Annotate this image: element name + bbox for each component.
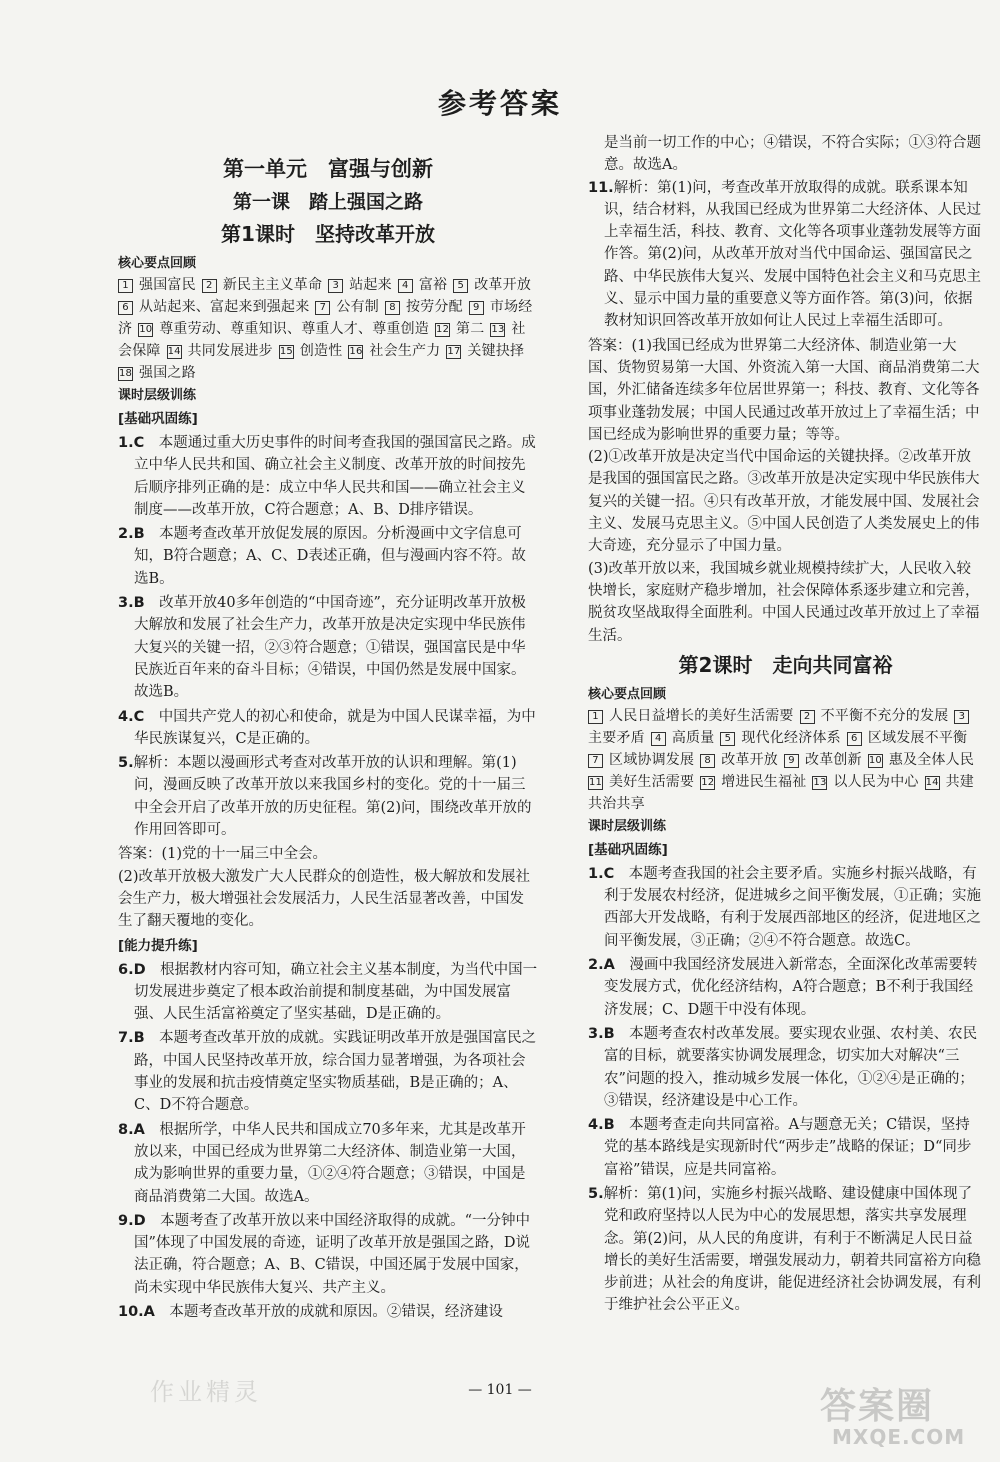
key-point-number: 14 [167, 346, 181, 357]
key-point-item [800, 708, 949, 724]
key-point-number: 10 [868, 754, 882, 766]
key-point-item [588, 752, 694, 768]
answer-text: 答案：(1)党的十一届三中全会。 [118, 846, 328, 863]
question-item [588, 1114, 983, 1181]
question-number: 10.A [118, 1303, 155, 1320]
answer-text: (2)①改革开放是决定当代中国命运的关键抉择。②改革开放是我国的强国富民之路。③改革开放是决定实现中华民族伟大复兴的关键一招。④只有改革开放，才能发展中国、发展社会主义、发展马克思主义。⑤中国人民创造了人类发展史上的伟大奇迹，充分显示了中国力量。 [588, 449, 980, 555]
key-points-title: 核心要点回顾 [588, 686, 667, 702]
key-point-item [700, 774, 806, 790]
question-text: 本题考查走向共同富裕。A与题意无关；C错误，坚持党的基本路线是实现新时代“两步走”战略的保证；D“同步富裕”错误，应是共同富裕。 [604, 1117, 972, 1178]
key-point-number: 16 [349, 346, 363, 357]
key-point-item [868, 752, 974, 768]
watermark-right: 答案圈 [820, 1386, 935, 1427]
key-point-number: 4 [398, 279, 413, 293]
key-point-number: 2 [800, 710, 815, 724]
key-point-number: 17 [447, 346, 461, 357]
key-points-title: 核心要点回顾 [118, 256, 197, 271]
key-point-text: 改革创新 [805, 751, 862, 768]
question-number: 1.C [118, 435, 145, 451]
key-point-text: 富裕 [418, 277, 448, 293]
key-point-number: 12 [436, 324, 450, 335]
key-point-text: 惠及全体人民 [888, 751, 975, 768]
key-point-text: 按劳分配 [406, 299, 463, 315]
key-point-item [348, 343, 440, 359]
key-point-text: 强国之路 [139, 365, 196, 381]
key-point-item [812, 774, 918, 790]
question-number: 1.C [588, 865, 615, 882]
question-item [118, 592, 538, 703]
key-point-text: 强国富民 [139, 277, 196, 293]
key-point-item [315, 299, 379, 315]
key-point-number: 12 [701, 776, 715, 788]
key-point-text: 增进民生福祉 [721, 773, 807, 790]
question-text: 本题考查农村改革发展。要实现农业强、农村美、农民富的目标，就要落实协调发展理念，切实加大对解决“三农”问题的投入，推动城乡发展一体化，①②④是正确的；③错误，经济建设是中心工作。 [604, 1025, 978, 1109]
key-point-number: 1 [588, 710, 603, 724]
question-text: 根据所学，中华人民共和国成立70多年来，尤其是改革开放以来，中国已经成为世界第二大经济体、制造业第一大国，成为影响世界的重要力量，①②④符合题意；③错误，中国是商品消费第二大国。故选A。 [134, 1121, 526, 1205]
key-point-number: 6 [847, 732, 862, 746]
key-point-number: 9 [784, 754, 799, 768]
key-point-text: 社会生产力 [369, 343, 441, 359]
key-point-number: 13 [491, 324, 505, 335]
training-title: 课时层级训练 [118, 388, 197, 403]
key-point-number: 5 [720, 732, 735, 746]
key-point-number: 18 [119, 368, 133, 379]
question-text: 解析：第(1)问，考查改革开放取得的成就。联系课本知识，结合材料，从我国已经成为世界第二大经济体、人民过上幸福生活，科技、教育、文化等各项事业蓬勃发展等方面作答。第(2)问，从改革开放对当代中国命运、强国富民之路、中华民族伟大复兴、发展中国特色社会主义和马克思主义、显示中国力量的重要意义等方面作答。第(3)问，依据教材知识回答改革开放如何让人民过上幸福生活即可。 [604, 179, 981, 330]
key-point-number: 14 [925, 776, 939, 788]
training-title: 课时层级训练 [588, 818, 667, 834]
key-point-number: 8 [385, 301, 400, 315]
question-item [588, 1183, 983, 1317]
question-number: 7.B [118, 1030, 145, 1047]
key-point-text: 创造性 [299, 343, 343, 359]
key-point-number: 3 [954, 710, 969, 724]
question-item [588, 863, 983, 952]
key-point-number: 7 [315, 301, 330, 315]
key-point-number: 9 [469, 301, 484, 315]
question-text: 本题通过重大历史事件的时间考查我国的强国富民之路。成立中华人民共和国、确立社会主义制度、改革开放的时间按先后顺序排列正确的是：成立中华人民共和国——确立社会主义制度——改革开放，C符合题意；A、B、D排序错误。 [134, 435, 536, 518]
right-column [588, 132, 983, 1319]
key-point-text: 区域协调发展 [609, 751, 695, 768]
key-point-item [446, 343, 524, 359]
question-item [118, 752, 538, 841]
question-item [118, 706, 538, 751]
question-item [588, 1023, 983, 1112]
key-point-item [279, 343, 343, 359]
question-text: 改革开放40多年创造的“中国奇迹”，充分证明改革开放极大解放和发展了社会生产力，改革开放是决定实现中华民族伟大复兴的关键一招，②③符合题意；①错误，强国富民是中华民族近百年来的奋斗目标；④错误，中国仍然是发展中国家。故选B。 [134, 595, 526, 701]
question-number: 11. [588, 179, 614, 196]
answer-text: 答案：(1)我国已经成为世界第二大经济体、制造业第一大国、货物贸易第一大国、外资流入第一大国、商品消费第二大国，外汇储备连续多年位居世界第一；科技、教育、文化等各项事业蓬勃发展；中国人民通过改革开放过上了幸福生活；中国已经成为影响世界的重要力量；等等。 [588, 337, 980, 443]
key-point-item [588, 708, 794, 724]
key-point-text: 不平衡不充分的发展 [820, 707, 949, 724]
question-number: 4.C [118, 708, 145, 725]
key-point-item [167, 343, 273, 359]
key-point-text: 社会保障 [118, 321, 526, 359]
key-point-number: 13 [813, 776, 827, 788]
question-number: 6.D [118, 961, 146, 978]
period-heading: 第1课时 坚持改革开放 [221, 222, 435, 246]
key-point-text: 主要矛盾 [588, 729, 645, 746]
key-point-number: 2 [202, 279, 217, 293]
unit-heading: 第一单元 富强与创新 [223, 157, 433, 181]
key-point-number: 1 [118, 279, 133, 293]
question-text: 中国共产党人的初心和使命，就是为中国人民谋幸福，为中华民族谋复兴，C是正确的。 [134, 708, 536, 747]
question-number: 9.D [118, 1212, 146, 1229]
question-item [588, 954, 983, 1021]
answer-text: (2)改革开放极大激发广大人民群众的创造性，极大解放和发展社会生产力，极大增强社会发展活力，人民生活显著改善，中国发生了翻天覆地的变化。 [118, 868, 531, 930]
key-point-text: 站起来 [349, 277, 392, 293]
key-point-text: 共建共治共享 [588, 773, 975, 812]
key-point-item [435, 321, 484, 337]
page-title: 参考答案 [437, 87, 562, 120]
key-point-item [588, 774, 694, 790]
key-point-number: 5 [453, 279, 468, 293]
watermark-left: 作业精灵 [150, 1378, 262, 1406]
question-number: 2.A [588, 957, 615, 974]
period-heading-2: 第2课时 走向共同富裕 [678, 652, 893, 677]
question-text: 解析：本题以漫画形式考查对改革开放的认识和理解。第(1)问，漫画反映了改革开放以来我国乡村的变化。党的十一届三中全会开启了改革开放的历史征程。第(2)问，围绕改革开放的作用回答即可。 [133, 755, 532, 839]
question-text: 解析：第(1)问，实施乡村振兴战略、建设健康中国体现了党和政府坚持以人民为中心的发展思想，落实共享发展理念。第(2)问，从人民的角度讲，有利于不断满足人民日益增长的美好生活需要，增强发展动力，朝着共同富裕方向稳步前进；从社会的角度讲，能促进经济社会协调发展，有利于维护社会公平正义。 [603, 1185, 981, 1314]
key-point-text: 改革开放 [474, 277, 532, 293]
question-item [118, 432, 538, 521]
key-point-number: 3 [328, 279, 343, 293]
question-text: 本题考查改革开放促发展的原因。分析漫画中文字信息可知，B符合题意；A、C、D表述正确，但与漫画内容不符。故选B。 [134, 526, 526, 587]
question-text: 本题考查改革开放的成就和原因。②错误，经济建设 [169, 1303, 503, 1320]
lesson-heading: 第一课 踏上强国之路 [232, 191, 423, 213]
key-point-number: 6 [118, 301, 133, 315]
key-point-item [700, 752, 778, 768]
question-text: 是当前一切工作的中心；④错误，不符合实际；①③符合题意。故选A。 [604, 135, 981, 174]
key-point-text: 尊重劳动、尊重知识、尊重人才、尊重创造 [159, 321, 430, 337]
key-point-number: 7 [588, 754, 603, 768]
section-basic: [基础巩固练] [118, 411, 198, 427]
key-point-item [138, 321, 429, 337]
left-column [118, 148, 538, 1325]
key-point-number: 10 [139, 324, 153, 335]
key-point-text: 现代化经济体系 [741, 729, 841, 746]
question-number: 2.B [118, 526, 145, 543]
question-number: 4.B [588, 1117, 615, 1134]
question-number: 8.A [118, 1121, 145, 1138]
question-number: 3.B [588, 1025, 615, 1042]
key-points-list [118, 274, 538, 384]
key-point-item [784, 752, 862, 768]
question-item [118, 1119, 538, 1208]
key-point-item [202, 277, 322, 293]
key-point-text: 改革开放 [721, 751, 779, 768]
key-point-number: 8 [700, 754, 715, 768]
key-point-item [847, 730, 967, 746]
key-point-item [118, 299, 309, 315]
key-point-item [398, 277, 447, 293]
key-point-item [385, 299, 463, 315]
question-text: 本题考查了改革开放以来中国经济取得的成就。“一分钟中国”体现了中国发展的奇迹，证明了改革开放是强国之路，D说法正确，符合题意；A、B、C错误，中国还属于发展中国家，尚未实现中华民族伟大复兴、共产主义。 [134, 1212, 531, 1296]
key-point-item [651, 730, 715, 746]
key-points-list [588, 705, 983, 815]
key-point-item [328, 277, 392, 293]
key-point-text: 人民日益增长的美好生活需要 [609, 707, 794, 724]
key-point-text: 美好生活需要 [609, 773, 695, 790]
key-point-item [118, 277, 196, 293]
question-item [588, 177, 983, 333]
key-point-item [118, 365, 196, 381]
answer-text: (3)改革开放以来，我国城乡就业规模持续扩大，人民收入较快增长，家庭财产稳步增加，社会保障体系逐步建立和完善，脱贫攻坚战取得全面胜利。中国人民通过改革开放过上了幸福生活。 [588, 560, 980, 644]
key-point-item [453, 277, 531, 293]
question-item [118, 1301, 538, 1323]
key-point-text: 从站起来、富起来到强起来 [139, 299, 310, 315]
key-point-text: 共同发展进步 [187, 343, 273, 359]
key-point-number: 4 [651, 732, 666, 746]
key-point-text: 关键抉择 [467, 343, 525, 359]
key-point-number: 11 [589, 776, 603, 788]
key-point-text: 高质量 [671, 729, 715, 746]
question-number: 3.B [118, 595, 145, 612]
key-point-number: 15 [279, 346, 293, 357]
question-item [118, 1210, 538, 1299]
question-item [118, 523, 538, 590]
key-point-text: 第二 [456, 321, 485, 337]
key-point-text: 以人民为中心 [833, 773, 919, 790]
key-point-item [720, 730, 840, 746]
key-point-text: 新民主主义革命 [222, 277, 323, 293]
question-text: 本题考查我国的社会主要矛盾。实施乡村振兴战略，有利于发展农村经济，促进城乡之间平衡发展，①正确；实施西部大开发战略，有利于发展西部地区的经济，促进地区之间平衡发展，③正确；②④不符合题意。故选C。 [604, 865, 981, 949]
question-number: 5. [588, 1185, 604, 1202]
question-item [118, 1027, 538, 1116]
key-point-text: 公有制 [336, 299, 380, 315]
question-text: 根据教材内容可知，确立社会主义基本制度，为当代中国一切发展进步奠定了根本政治前提和制度基础，为中国发展富强、人民生活富裕奠定了坚实基础，D是正确的。 [134, 961, 538, 1023]
key-point-text: 区域发展不平衡 [867, 729, 968, 746]
question-text: 漫画中我国经济发展进入新常态，全面深化改革需要转变发展方式，优化经济结构，A符合题意；B不利于我国经济发展；C、D题干中没有体现。 [604, 957, 978, 1018]
question-text: 本题考查改革开放的成就。实践证明改革开放是强国富民之路，中国人民坚持改革开放，综合国力显著增强，为各项社会事业的发展和抗击疫情奠定坚实物质基础，B是正确的；A、C、D不符合题意。 [134, 1030, 537, 1114]
question-item [118, 959, 538, 1026]
section-basic: [基础巩固练] [588, 841, 668, 858]
section-ability: [能力提升练] [118, 937, 198, 954]
question-number: 5. [118, 755, 134, 772]
key-point-text: 市场经济 [118, 299, 533, 337]
watermark-url: MXQE.COM [832, 1425, 966, 1449]
page-number: — 101 — [468, 1382, 532, 1398]
